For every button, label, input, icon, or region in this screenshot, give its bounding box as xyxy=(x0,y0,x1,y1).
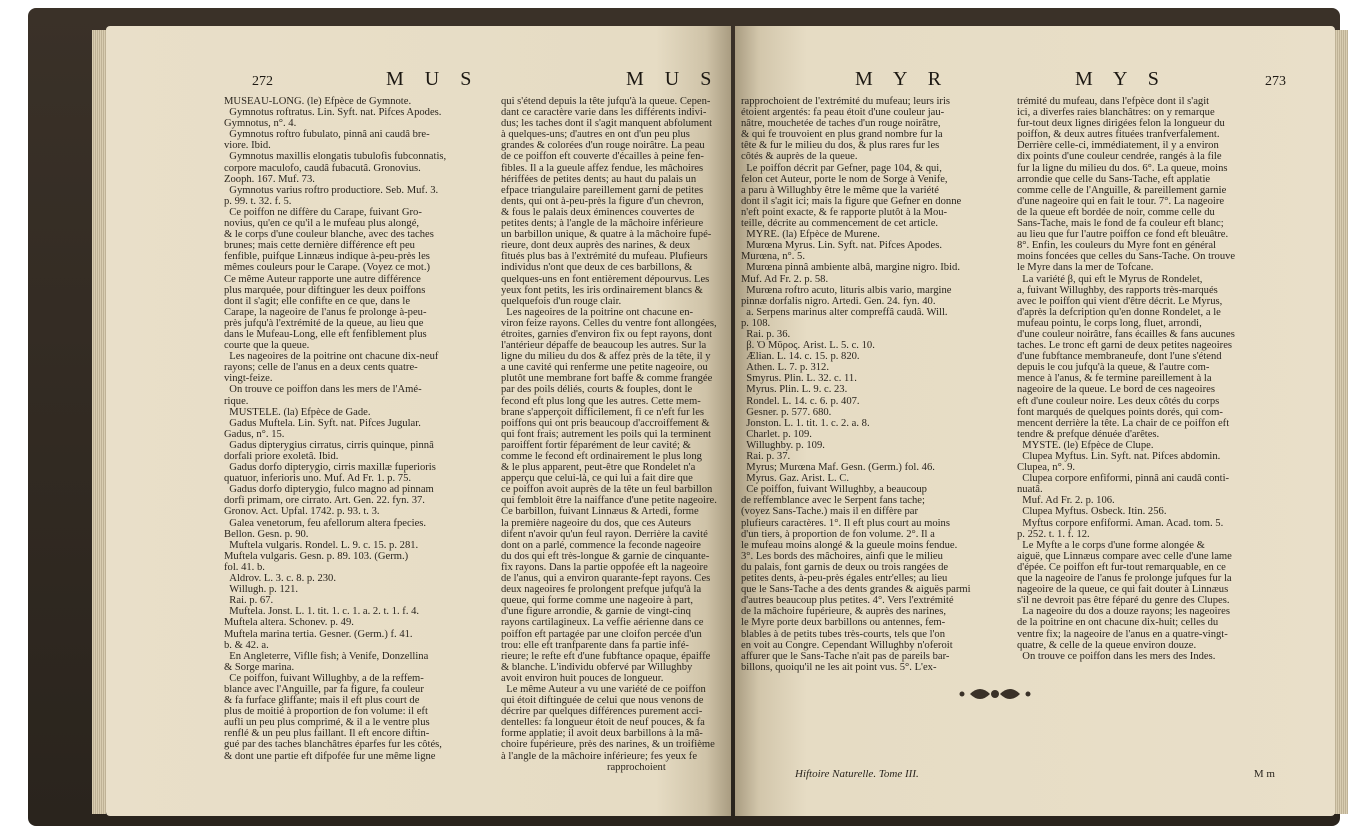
book-spread xyxy=(28,8,1340,826)
left-page-header xyxy=(106,68,731,92)
running-head: M U S xyxy=(386,68,480,90)
running-head: M Y R xyxy=(855,68,950,90)
printer-ornament-icon xyxy=(950,682,1040,706)
text-column-2: qui s'étend depuis la tête jufqu'à la queue. Cepen- dant ce caractère varie dans les différents indivi- dus; les taches dont il s'agit manquent abfolument à quelques-uns; d'autres en ont d'un peu plus grandes & colorées d'un rouge noirâtre. La peau de ce poiffon eft couverte d'écailles à peine fen- fibles. Il a la gueule affez fendue, les mâchoires hériffées de petites dents; au haut du palais un efpace triangulaire pareillement garni de petites dents, qui ont à-peu-près la figure d'un chevron, & fous le palais deux éminences couvertes de petites dents; à l'angle de la mâchoire inférieure un barbillon unique, & quatre à la mâchoire fupé- rieure, dont deux auprès des narines, & deux fitués plus bas à l'extrémité du mufeau. Plufieurs individus n'ont que deux de ces barbillons, & quelques-uns en font entièrement dépourvus. Les yeux font petits, les iris ordinairement blancs & quelquefois d'un rouge clair. Les nageoires de la poitrine ont chacune en- viron feize rayons. Celles du ventre font allongées, étroites, garnies d'environ fix ou fept rayons, dont l'antérieur dépaffe de beaucoup les autres. Sur la ligne du milieu du dos & affez près de la tête, il y a une cavité qui renferme une petite nageoire, ou plutôt une membrane fort baffe & comme frangée par des poils déliés, courts & fouples, dont le fecond eft plus long que les autres. Cette mem- brane s'apperçoit difficilement, fi ce n'eft fur les poiffons qui ont pris beaucoup d'accroiffement & qui font frais; autrement les poils qui la terminent paroiffent fortir féparément de leur cavité; & comme le fecond eft ordinairement le plus long & le plus apparent, peut-être que Rondelet n'a apperçu que celui-là, ce qui lui a fait dire que ce poiffon avoit auprès de la tête un feul barbillon qui fembloit être la naiffance d'une petite nageoire. Ce barbillon, fuivant Linnæus & Artedi, forme la première nageoire du dos, que ces Auteurs difent n'avoir qu'un feul rayon. Derrière la cavité dont on a parlé, commence la feconde nageoire du dos qui eft très-longue & garnie de cinquante- fix rayons. Dans la partie oppofée eft la nageoire de l'anus, qui a environ quarante-fept rayons. Ces deux nageoires fe prolongent prefque jufqu'à la queue, qui forme comme une nageoire à part, d'une figure arrondie, & garnie de vingt-cinq rayons cartilagineux. La veffie aérienne dans ce poiffon eft partagée par une cloifon percée d'un trou: elle eft tranfparente dans fa partie infé- rieure; le refte eft d'une fubftance opaque, épaiffe & blanche. L'individu obfervé par Willughby avoit environ huit pouces de longueur. Le même Auteur a vu une variété de ce poiffon qui étoit diftinguée de celui que nous venons de décrire par quelques différences purement acci- dentelles: fa longueur étoit de neuf pouces, & fa forme applatie; il avoit deux barbillons à la mâ- choire fupérieure, près des narines, & un troifième à l'angle de la mâchoire inférieure; fes yeux fe rapprochoient xyxy=(501,96,717,773)
text-column-2: trémité du mufeau, dans l'efpèce dont il s'agit ici, a diverfes raies blanchâtres: on y remarque fur-tout deux lignes dirigées felon la longueur du poiffon, & deux autres fituées tranfverfalement. Derrière celle-ci, immédiatement, il y a environ dix points d'une couleur cendrée, rangés à la file fur la ligne du milieu du dos. 6°. La queue, moins arrondie que celle du Sans-Tache, eft applatie comme celle de l'Anguille, & pareillement garnie d'une nageoire qui en fait le tour. 7°. La nageoire de la queue eft bordée de noir, comme celle du Sans-Tache, mais le fond de fa couleur eft blanc; au lieu que fur l'autre poiffon ce fond eft bleuâtre. 8°. Enfin, les couleurs du Myre font en général moins foncées que celles du Sans-Tache. On trouve le Myre dans la mer de Tofcane. La variété β, qui eft le Myrus de Rondelet, a, fuivant Willughby, des rapports très-marqués avec le poiffon qui vient d'être décrit. Le Myrus, d'après la defcription qu'en donne Rondelet, a le mufeau pointu, le corps long, fluet, arrondi, d'une couleur noirâtre, fans écailles & fans aucunes taches. Le tronc eft garni de deux petites nageoires d'une fubftance membraneufe, dont l'une s'étend depuis le cou jufqu'à la queue, & l'autre com- mence à l'anus, & fe termine pareillement à la nageoire de la queue. Le bord de ces nageoires eft d'une couleur noire. Les deux côtés du corps font marqués de quelques points dorés, qui com- mencent derrière la tête. La chair de ce poiffon eft tendre & prefque dénuée d'arêtes. MYSTE. (le) Efpèce de Clupe. Clupea Myftus. Lin. Syft. nat. Pifces abdomin. Clupea, n°. 9. Clupea corpore enfiformi, pinnâ ani caudâ conti- nuatâ. Muf. Ad Fr. 2. p. 106. Clupea Myftus. Osbeck. Itin. 256. Myftus corpore enfiformi. Aman. Acad. tom. 5. p. 252. t. 1. f. 12. Le Myfte a le corps d'une forme alongée & aiguë, que Linnæus compare avec celle d'une lame d'épée. Ce poiffon eft fur-tout remarquable, en ce que la nageoire de l'anus fe prolonge jufques fur la nageoire de la queue, ce qui fait douter à Linnæus s'il ne devroit pas être féparé du genre des Clupes. La nageoire du dos a douze rayons; les nageoires de la poitrine en ont chacune dix-huit; celles du ventre fix; la nageoire de l'anus en a quatre-vingt- quatre, & celle de la queue environ douze. On trouve ce poiffon dans les mers des Indes. xyxy=(1017,96,1236,662)
page-number: 273 xyxy=(1265,74,1286,89)
running-head-column-2: M U S xyxy=(626,68,720,90)
page-footer-title: Hiftoire Naturelle. Tome III. xyxy=(795,768,919,780)
running-head-column-2: M Y S xyxy=(1075,68,1167,90)
text-column-1: MUSEAU-LONG. (le) Efpèce de Gymnote. Gymnotus roftratus. Lin. Syft. nat. Pifces Apodes. Gymnotus, n°. 4. Gymnotus roftro fubulato, pinnâ ani caudâ bre- viore. Ibid. Gymnotus maxillis elongatis tubulofis fubconnatis, corpore maculofo, caudâ fubacutâ. Gronovius. Zooph. 167. Muf. 73. Gymnotus varius roftro productiore. Seb. Muf. 3. p. 99. t. 32. f. 5. Ce poiffon ne diffère du Carape, fuivant Gro- novius, qu'en ce qu'il a le mufeau plus alongé, & le corps d'une couleur blanche, avec des taches brunes; mais cette dernière différence eft peu fenfible, puifque Linnæus indique à-peu-près les mêmes couleurs pour le Carape. (Voyez ce mot.) Ce même Auteur rapporte une autre différence plus marquée, pour diftinguer les deux poiffons dont il s'agit; elle confifte en ce que, dans le Carape, la nageoire de l'anus fe prolonge à-peu- près jufqu'à l'extrémité de la queue, au lieu que dans le Mufeau-Long, elle eft fenfiblement plus courte que la queue. Les nageoires de la poitrine ont chacune dix-neuf rayons; celle de l'anus en a deux cents quatre- vingt-feize. On trouve ce poiffon dans les mers de l'Amé- rique. MUSTELE. (la) Efpèce de Gade. Gadus Muftela. Lin. Syft. nat. Pifces Jugular. Gadus, n°. 15. Gadus dipterygius cirratus, cirris quinque, pinnâ dorfali priore exoletâ. Ibid. Gadus dorfo dipterygio, cirris maxillæ fuperioris quatuor, inferioris uno. Muf. Ad Fr. 1. p. 75. Gadus dorfo dipterygio, fulco magno ad pinnam dorfi primam, ore cirrato. Art. Gen. 22. fyn. 37. Gronov. Act. Upfal. 1742. p. 93. t. 3. Galea venetorum, feu afellorum altera fpecies. Bellon. Gesn. p. 90. Muftela vulgaris. Rondel. L. 9. c. 15. p. 281. Muftela vulgaris. Gesn. p. 89. 103. (Germ.) fol. 41. b. Aldrov. L. 3. c. 8. p. 230. Willugh. p. 121. Rai. p. 67. Muftela. Jonst. L. 1. tit. 1. c. 1. a. 2. t. 1. f. 4. Muftela altera. Schonev. p. 49. Muftela marina tertia. Gesner. (Germ.) f. 41. b. & 42. a. En Angleterre, Viflle fish; à Venife, Donzellina & Sorge marina. Ce poiffon, fuivant Willughby, a de la reffem- blance avec l'Anguille, par fa figure, fa couleur & fa furface gliffante; mais il eft plus court de plus de moitié à proportion de fon volume: il eft aufli un peu plus comprimé, & il a le ventre plus renflé & un peu plus faillant. Il eft encore diftin- gué par des taches blanchâtres éparfes fur les côtés, & dont une partie eft difpofée fur une même ligne xyxy=(224,96,447,762)
right-page-header xyxy=(735,68,1335,92)
right-page-edges xyxy=(1334,30,1348,814)
left-page xyxy=(106,26,731,816)
signature-mark: M m xyxy=(1253,768,1275,780)
left-page-edges xyxy=(92,30,106,814)
right-page xyxy=(735,26,1335,816)
page-number: 272 xyxy=(252,74,273,89)
text-column-1: rapprochoient de l'extrémité du mufeau; leurs iris étoient argentés: fa peau étoit d'une couleur jau- nâtre, mouchetée de taches d'un rouge noirâtre, & qui fe trouvoient en plus grand nombre fur la tête & fur le milieu du dos, & plus rares fur les côtés & auprès de la queue. Le poiffon décrit par Gefner, page 104, & qui, felon cet Auteur, porte le nom de Sorge à Venife, a paru à Willughby être le même que la variété dont il s'agit ici; mais la figure que Gefner en donne n'eft point exacte, & fe rapporte plutôt à la Mou- teille, décrite au commencement de cet article. MYRE. (la) Efpèce de Murene. Murœna Myrus. Lin. Syft. nat. Pifces Apodes. Murœna, n°. 5. Murœna pinnâ ambiente albâ, margine nigro. Ibid. Muf. Ad Fr. 2. p. 58. Murœna roftro acuto, lituris albis vario, margine pinnæ dorfalis nigro. Artedi. Gen. 24. fyn. 40. a. Serpens marinus alter compreffâ caudâ. Will. p. 108. Rai. p. 36. β. Ὁ Μῦρος. Arist. L. 5. c. 10. Ælian. L. 14. c. 15. p. 820. Athen. L. 7. p. 312. Smyrus. Plin. L. 32. c. 11. Myrus. Plin. L. 9. c. 23. Rondel. L. 14. c. 6. p. 407. Gesner. p. 577. 680. Jonston. L. 1. tit. 1. c. 2. a. 8. Charlet. p. 109. Willughby. p. 109. Rai. p. 37. Myrus; Murœna Maf. Gesn. (Germ.) fol. 46. Myrus. Gaz. Arist. L. C. Ce poiffon, fuivant Willughby, a beaucoup de reffemblance avec le Serpent fans tache; (voyez Sans-Tache.) mais il en diffère par plufieurs caractères. 1°. Il eft plus court au moins d'un tiers, à proportion de fon volume. 2°. Il a le mufeau moins alongé & la gueule moins fendue. 3°. Les bords des mâchoires, ainfi que le milieu du palais, font garnis de deux ou trois rangées de petites dents, à-peu-près égales entr'elles; au lieu que le Sans-Tache a des dents grandes & aiguës parmi d'autres beaucoup plus petites. 4°. Vers l'extrémité de la mâchoire fupérieure, & auprès des narines, le Myre porte deux barbillons ou antennes, fem- blables à de petits tubes très-courts, tels que l'on en voit au Congre. Cependant Willughby n'oferoit affurer que le Sans-Tache n'ait pas de pareils bar- billons, quoiqu'il ne les ait point vus. 5°. L'ex- xyxy=(741,96,971,673)
